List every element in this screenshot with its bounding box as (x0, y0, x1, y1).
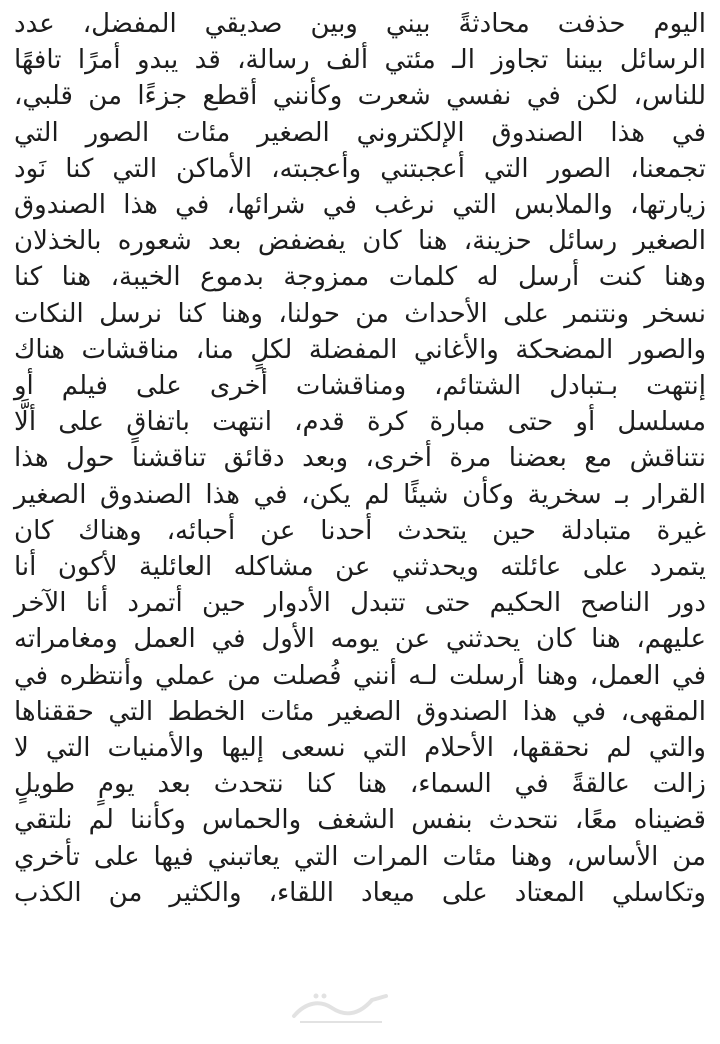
text-line-25: وتكاسلي المعتاد على ميعاد اللقاء، والكثير من الكذب (14, 877, 706, 908)
text-line-23: قضيناه معًا، نتحدث بنفس الشغف والحماس وكأننا لم نلتقي (14, 805, 706, 836)
text-line-13: نتناقش مع بعضنا مرة أخرى، وبعد دقائق تناقشنا حول هذا (14, 443, 706, 474)
text-line-15: غيرة متبادلة حين يتحدث أحدنا عن أحبائه، وهناك كان (14, 515, 706, 546)
text-line-8: وهنا كنت أرسل له كلمات ممزوجة بدموع الخيبة، هنا كنا (14, 262, 706, 293)
text-line-5: تجمعنا، الصور التي أعجبتني وأعجبته، الأماكن التي كنا نَود (14, 153, 706, 184)
text-line-21: والتي لم نحققها، الأحلام التي نسعى إليها والأمنيات التي لا (14, 733, 706, 764)
text-line-22: زالت عالقةً في السماء، هنا كنا نتحدث بعد يومٍ طويلٍ (14, 769, 706, 800)
text-line-12: مسلسل أو حتى مبارة كرة قدم، انتهت باتفاقٍ على ألَّا (14, 407, 706, 438)
text-line-6: زيارتها، والملابس التي نرغب في شرائها، في هذا الصندوق (14, 190, 706, 221)
watermark-logo (286, 986, 396, 1028)
text-line-4: في هذا الصندوق الإلكتروني الصغير مئات الصور التي (14, 117, 706, 148)
text-line-7: الصغير رسائل حزينة، هنا كان يفضفض بعد شعوره بالخذلان (14, 226, 706, 257)
text-line-2: الرسائل بيننا تجاوز الـ مئتي ألف رسالة، قد يبدو أمرًا تافهًا (14, 45, 706, 76)
watermark-logo-icon (286, 986, 396, 1028)
text-line-24: من الأساس، وهنا مئات المرات التي يعاتبني فيها على تأخري (14, 841, 706, 872)
text-line-20: المقهى، في هذا الصندوق الصغير مئات الخطط التي حققناها (14, 696, 706, 727)
text-line-17: دور الناصح الحكيم حتى تتبدل الأدوار حين أتمرد أنا الآخر (14, 588, 706, 619)
text-line-3: للناس، لكن في نفسي شعرت وكأنني أقطع جزءًا من قلبي، (14, 81, 706, 112)
text-line-14: القرار بـ سخرية وكأن شيئًا لم يكن، في هذا الصندوق الصغير (14, 479, 706, 510)
arabic-text-block (14, 6, 706, 911)
text-line-19: في العمل، وهنا أرسلت لـه أنني فُصلت من عملي وأنتظره في (14, 660, 706, 691)
text-line-10: والصور المضحكة والأغاني المفضلة لكلٍ منا، مناقشات هناك (14, 334, 706, 365)
text-line-9: نسخر ونتنمر على الأحداث من حولنا، وهنا كنا نرسل النكات (14, 298, 706, 329)
text-line-1: اليوم حذفت محادثةً بيني وبين صديقي المفضل، عدد (14, 9, 706, 39)
text-line-16: يتمرد على عائلته ويحدثني عن مشاكله العائلية لأكون أنا (14, 552, 706, 583)
text-line-11: إنتهت بـتبادل الشتائم، ومناقشات أخرى على فيلم أو (14, 371, 706, 402)
text-line-18: عليهم، هنا كان يحدثني عن يومه الأول في العمل ومغامراته (14, 624, 706, 655)
